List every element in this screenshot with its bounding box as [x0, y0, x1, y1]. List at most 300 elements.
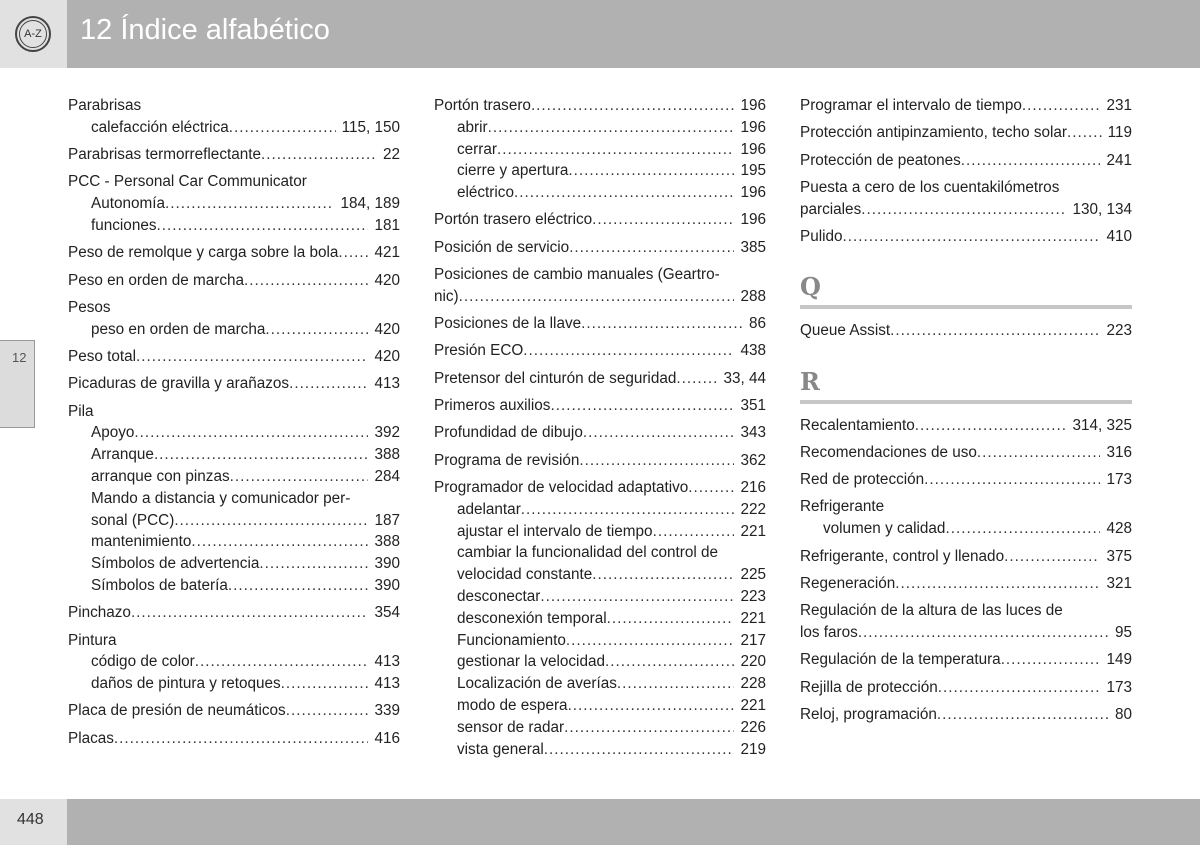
index-entry — [68, 346, 400, 373]
index-subentry-line — [68, 117, 400, 139]
page-reference-link[interactable]: 241 — [1106, 151, 1132, 169]
page-reference-link[interactable]: 392 — [374, 424, 400, 442]
page-reference-link[interactable]: 420 — [374, 271, 400, 289]
dot-leader — [195, 651, 369, 673]
page-reference-link[interactable]: 222 — [740, 500, 766, 518]
index-term: Pretensor del cinturón de seguridad — [434, 369, 677, 387]
page-reference-link[interactable]: 217 — [740, 631, 766, 649]
index-entry — [800, 469, 1132, 496]
dot-leader — [937, 704, 1109, 726]
page-reference-link[interactable]: 115, 150 — [341, 118, 400, 136]
dot-leader — [566, 630, 735, 652]
dot-leader — [653, 521, 735, 543]
index-entry-line — [434, 286, 766, 308]
page-reference-link[interactable]: 420 — [374, 347, 400, 365]
index-subentry-line — [68, 319, 400, 341]
page-reference-link[interactable]: 388 — [374, 446, 400, 464]
dot-leader — [114, 728, 369, 750]
page-reference-link[interactable]: 33, 44 — [723, 369, 766, 387]
dot-leader — [191, 531, 368, 553]
page-reference-link[interactable]: 149 — [1106, 651, 1132, 669]
page-reference-link[interactable]: 354 — [374, 604, 400, 622]
index-term: Portón trasero eléctrico — [434, 211, 593, 229]
index-term: Queue Assist — [800, 322, 891, 340]
index-term: Pintura — [68, 631, 117, 649]
index-subentry-line — [434, 586, 766, 608]
index-entry-line — [68, 373, 400, 395]
dot-leader — [592, 564, 734, 586]
dot-leader — [281, 673, 369, 695]
dot-leader — [579, 450, 734, 472]
index-term: Pila — [68, 402, 94, 420]
index-term: Puesta a cero de los cuentakilómetros — [800, 178, 1060, 196]
page-reference-link[interactable]: 225 — [740, 566, 766, 584]
index-term: cierre y apertura — [457, 162, 569, 180]
index-term: Reloj, programación — [800, 705, 937, 723]
index-subentry-line — [434, 717, 766, 739]
index-entry-line — [68, 270, 400, 292]
index-term: Posiciones de la llave — [434, 315, 582, 333]
index-subentry-line — [434, 117, 766, 139]
dot-leader — [229, 117, 336, 139]
index-entry-line — [68, 346, 400, 368]
page-reference-link[interactable]: 221 — [740, 522, 766, 540]
index-term: Posiciones de cambio manuales (Geartro- — [434, 266, 720, 284]
index-term: desconexión temporal — [457, 609, 607, 627]
page-reference-link[interactable]: 80 — [1114, 705, 1132, 723]
dot-leader — [550, 395, 734, 417]
index-subentry-line — [68, 422, 400, 444]
page-reference-link[interactable]: 216 — [740, 478, 766, 496]
index-term: Red de protección — [800, 471, 925, 489]
index-entry — [800, 496, 1132, 545]
index-term: velocidad constante — [457, 566, 593, 584]
index-column-1 — [68, 95, 400, 755]
index-entry-line — [800, 704, 1132, 726]
index-entry-line — [68, 630, 400, 652]
index-entry — [800, 442, 1132, 469]
dot-leader — [583, 422, 735, 444]
index-entry-line — [800, 177, 1132, 199]
index-term: Autonomía — [91, 195, 165, 213]
index-term: mantenimiento — [91, 533, 192, 551]
page-reference-link[interactable]: 438 — [740, 342, 766, 360]
index-entry-line — [800, 600, 1132, 622]
index-entry — [800, 95, 1132, 122]
index-entry-line — [800, 649, 1132, 671]
index-entry — [68, 95, 400, 144]
index-subentry-line — [68, 466, 400, 488]
dot-leader — [564, 717, 734, 739]
page-reference-link[interactable]: 119 — [1107, 124, 1132, 142]
index-entry — [434, 264, 766, 313]
page-reference-link[interactable]: 195 — [740, 162, 766, 180]
page-reference-link[interactable]: 416 — [374, 729, 400, 747]
page-reference-link[interactable]: 288 — [740, 287, 766, 305]
index-term: Regulación de la temperatura — [800, 651, 1001, 669]
index-entry-line — [800, 469, 1132, 491]
index-term: abrir — [457, 118, 488, 136]
index-term: Posición de servicio — [434, 238, 570, 256]
page-reference-link[interactable]: 219 — [740, 740, 766, 758]
index-term: Peso de remolque y carga sobre la bola — [68, 244, 339, 262]
index-entry-line — [434, 395, 766, 417]
index-entry-line — [434, 313, 766, 335]
index-term: Regulación de la altura de las luces de — [800, 602, 1063, 620]
page-reference-link[interactable]: 231 — [1106, 97, 1132, 114]
index-subentry-line — [68, 444, 400, 466]
page-reference-link[interactable]: 413 — [374, 675, 400, 693]
page-reference-link[interactable]: 228 — [740, 675, 766, 693]
page-reference-link[interactable]: 390 — [374, 576, 400, 594]
index-term: gestionar la velocidad — [457, 653, 605, 671]
index-entry — [434, 313, 766, 340]
section-letter: R — [800, 366, 820, 396]
index-entry — [800, 649, 1132, 676]
index-term: Parabrisas termorreflectante — [68, 146, 261, 164]
dot-leader — [230, 466, 369, 488]
page-reference-link[interactable]: 413 — [374, 653, 400, 671]
index-term: Símbolos de advertencia — [91, 555, 260, 573]
index-term: daños de pintura y retoques — [91, 675, 281, 693]
index-subentry-line — [434, 160, 766, 182]
page-reference-link[interactable]: 390 — [374, 555, 400, 573]
index-term: Mando a distancia y comunicador per- — [91, 489, 351, 507]
page-reference-link[interactable]: 388 — [374, 533, 400, 551]
index-entry-line — [800, 320, 1132, 342]
index-entry-line — [68, 401, 400, 423]
index-term: Placas — [68, 729, 114, 747]
index-term: Recalentamiento — [800, 416, 915, 434]
chapter-side-tab-label: 12 — [12, 350, 27, 365]
dot-leader — [244, 270, 368, 292]
page-reference-link[interactable]: 316 — [1106, 443, 1132, 461]
index-subentry-line — [434, 673, 766, 695]
index-subentry-line — [434, 630, 766, 652]
page-reference-link[interactable]: 130, 134 — [1072, 200, 1132, 218]
page-reference-link[interactable]: 413 — [374, 375, 400, 393]
index-entry-line — [800, 442, 1132, 464]
index-term: nic) — [434, 287, 459, 305]
index-entry — [800, 150, 1132, 177]
index-entry-line — [800, 573, 1132, 595]
index-term: Rejilla de protección — [800, 678, 938, 696]
index-subentry-line — [434, 542, 766, 564]
index-entry — [68, 270, 400, 297]
dot-leader — [568, 160, 734, 182]
dot-leader — [259, 553, 368, 575]
index-entry — [434, 209, 766, 236]
index-subentry-line — [68, 651, 400, 673]
dot-leader — [514, 182, 735, 204]
index-term: peso en orden de marcha — [91, 320, 266, 338]
index-term: Refrigerante, control y llenado — [800, 547, 1005, 565]
dot-leader — [156, 215, 368, 237]
index-entry — [434, 368, 766, 395]
page-reference-link[interactable]: 284 — [374, 467, 400, 485]
index-entry-line — [434, 450, 766, 472]
page-reference-link[interactable]: 410 — [1106, 227, 1132, 245]
index-entry — [434, 340, 766, 367]
index-entry — [800, 677, 1132, 704]
page-reference-link[interactable]: 223 — [740, 587, 766, 605]
index-column-3 — [800, 95, 1132, 731]
index-subentry-line — [68, 193, 400, 215]
index-term: Recomendaciones de uso — [800, 443, 977, 461]
index-entry-line — [434, 422, 766, 444]
page-reference-link[interactable]: 351 — [740, 397, 766, 415]
index-entry-line — [68, 144, 400, 166]
dot-leader — [261, 144, 377, 166]
section-letter-heading — [800, 273, 1132, 309]
index-entry — [800, 600, 1132, 649]
dot-leader — [540, 586, 734, 608]
index-entry — [68, 602, 400, 629]
index-subentry-line — [800, 518, 1132, 540]
index-subentry-line — [434, 564, 766, 586]
page-reference-link[interactable]: 314, 325 — [1072, 416, 1132, 434]
dot-leader — [523, 340, 734, 362]
index-term: Presión ECO — [434, 342, 524, 360]
page-reference-link[interactable]: 196 — [740, 211, 766, 229]
page-number: 448 — [17, 811, 44, 828]
index-column-2 — [434, 95, 766, 766]
page-reference-link[interactable]: 420 — [374, 320, 400, 338]
section-divider — [800, 400, 1132, 404]
page-reference-link[interactable]: 226 — [740, 718, 766, 736]
index-term: Programador de velocidad adaptativo — [434, 478, 689, 496]
section-divider — [800, 305, 1132, 309]
index-term: Protección de peatones — [800, 151, 961, 169]
index-entry-line — [800, 546, 1132, 568]
dot-leader — [617, 673, 735, 695]
index-entry — [68, 401, 400, 603]
dot-leader — [938, 677, 1101, 699]
dot-leader — [521, 499, 735, 521]
index-entry — [68, 373, 400, 400]
dot-leader — [154, 444, 369, 466]
index-entry — [800, 226, 1132, 253]
section-letter: Q — [800, 272, 821, 302]
dot-leader — [688, 477, 734, 499]
page-reference-link[interactable]: 221 — [740, 609, 766, 627]
index-term: Pulido — [800, 227, 843, 245]
page-reference-link[interactable]: 196 — [740, 118, 766, 136]
index-term: Parabrisas — [68, 97, 142, 114]
page-reference-link[interactable]: 196 — [740, 97, 766, 114]
index-entry-line — [800, 226, 1132, 248]
index-entry — [68, 630, 400, 701]
dot-leader — [531, 95, 735, 117]
a-z-index-icon-label: A-Z — [19, 20, 47, 48]
page-reference-link[interactable]: 221 — [740, 696, 766, 714]
page-reference-link[interactable]: 223 — [1106, 322, 1132, 340]
index-entry-line — [68, 171, 400, 193]
index-term: eléctrico — [457, 184, 514, 202]
index-entry — [800, 573, 1132, 600]
dot-leader — [858, 622, 1109, 644]
index-entry-line — [434, 340, 766, 362]
index-term: vista general — [457, 740, 544, 758]
page-reference-link[interactable]: 196 — [740, 184, 766, 202]
dot-leader — [228, 575, 369, 597]
page-title: 12 Índice alfabético — [80, 14, 330, 46]
index-term: cambiar la funcionalidad del control de — [457, 544, 719, 562]
dot-leader — [607, 608, 735, 630]
index-entry-line — [68, 700, 400, 722]
index-term: ajustar el intervalo de tiempo — [457, 522, 653, 540]
index-entry — [800, 122, 1132, 149]
index-entry-line — [434, 264, 766, 286]
index-term: Localización de averías — [457, 675, 617, 693]
page-reference-link[interactable]: 86 — [748, 315, 766, 333]
index-term: Profundidad de dibujo — [434, 424, 583, 442]
index-subentry-line — [68, 488, 400, 510]
index-term: Funcionamiento — [457, 631, 566, 649]
index-entry-line — [434, 237, 766, 259]
index-entry — [800, 415, 1132, 442]
index-entry-line — [800, 199, 1132, 221]
index-entry — [68, 700, 400, 727]
index-term: sonal (PCC) — [91, 511, 175, 529]
index-entry-line — [434, 477, 766, 499]
index-term: Placa de presión de neumáticos — [68, 702, 286, 720]
index-subentry-line — [434, 139, 766, 161]
page-reference-link[interactable]: 321 — [1106, 574, 1132, 592]
index-term: los faros — [800, 623, 858, 641]
index-term: funciones — [91, 216, 157, 234]
dot-leader — [286, 700, 369, 722]
index-entry — [434, 422, 766, 449]
page-reference-link[interactable]: 343 — [740, 424, 766, 442]
index-entry — [434, 395, 766, 422]
index-term: arranque con pinzas — [91, 467, 230, 485]
page-reference-link[interactable]: 173 — [1106, 678, 1132, 696]
index-term: Picaduras de gravilla y arañazos — [68, 375, 290, 393]
dot-leader — [488, 117, 735, 139]
index-entry-line — [434, 368, 766, 390]
dot-leader — [265, 319, 368, 341]
index-term: Peso total — [68, 347, 137, 365]
index-term: volumen y calidad — [823, 520, 946, 538]
page-reference-link[interactable]: 220 — [740, 653, 766, 671]
page-reference-link[interactable]: 385 — [740, 238, 766, 256]
index-term: Portón trasero — [434, 97, 531, 114]
index-term: Pinchazo — [68, 604, 131, 622]
page-reference-link[interactable]: 375 — [1106, 547, 1132, 565]
dot-leader — [961, 150, 1101, 172]
index-entry — [68, 144, 400, 171]
index-entry-line — [68, 728, 400, 750]
dot-leader — [592, 209, 734, 231]
index-entry-line — [800, 415, 1132, 437]
page-reference-link[interactable]: 339 — [374, 702, 400, 720]
dot-leader — [1001, 649, 1101, 671]
page-reference-link[interactable]: 173 — [1106, 471, 1132, 489]
index-entry-line — [800, 622, 1132, 644]
dot-leader — [924, 469, 1100, 491]
page-reference-link[interactable]: 181 — [374, 216, 400, 234]
index-subentry-line — [68, 215, 400, 237]
index-subentry-line — [434, 182, 766, 204]
index-subentry-line — [434, 608, 766, 630]
index-term: Protección antipinzamiento, techo solar — [800, 124, 1067, 142]
index-subentry-line — [434, 695, 766, 717]
dot-leader — [977, 442, 1101, 464]
index-entry-line — [68, 95, 400, 117]
index-term: desconectar — [457, 587, 541, 605]
dot-leader — [945, 518, 1100, 540]
dot-leader — [338, 242, 368, 264]
index-term: código de color — [91, 653, 195, 671]
dot-leader — [1004, 546, 1100, 568]
dot-leader — [165, 193, 334, 215]
index-term: Pesos — [68, 298, 111, 316]
page-reference-link[interactable]: 428 — [1106, 520, 1132, 538]
index-term: Primeros auxilios — [434, 397, 551, 415]
index-term: Peso en orden de marcha — [68, 271, 245, 289]
index-entry — [68, 728, 400, 755]
page-reference-link[interactable]: 184, 189 — [340, 195, 400, 213]
index-entry — [800, 704, 1132, 731]
page-reference-link[interactable]: 196 — [740, 140, 766, 158]
index-entry-line — [68, 602, 400, 624]
dot-leader — [174, 510, 368, 532]
index-term: Símbolos de batería — [91, 576, 228, 594]
index-entry-line — [434, 95, 766, 117]
index-subentry-line — [68, 510, 400, 532]
a-z-index-icon — [15, 16, 51, 52]
index-subentry-line — [68, 673, 400, 695]
section-letter-heading — [800, 368, 1132, 404]
page-reference-link[interactable]: 362 — [740, 451, 766, 469]
page-reference-link[interactable]: 22 — [382, 146, 400, 164]
index-entry-line — [434, 209, 766, 231]
dot-leader — [569, 237, 734, 259]
dot-leader — [1067, 122, 1102, 144]
dot-leader — [1022, 95, 1101, 117]
index-term: Refrigerante — [800, 498, 885, 516]
index-term: Programar el intervalo de tiempo — [800, 97, 1022, 114]
index-entry-line — [800, 95, 1132, 117]
index-term: modo de espera — [457, 696, 568, 714]
index-entry — [800, 177, 1132, 226]
index-subentry-line — [68, 553, 400, 575]
index-entry — [434, 95, 766, 209]
dot-leader — [861, 199, 1066, 221]
page-reference-link[interactable]: 95 — [1114, 623, 1132, 641]
index-subentry-line — [434, 521, 766, 543]
index-entry-line — [800, 677, 1132, 699]
index-entry-line — [800, 150, 1132, 172]
dot-leader — [131, 602, 369, 624]
page-reference-link[interactable]: 421 — [374, 244, 400, 262]
index-subentry-line — [68, 531, 400, 553]
index-subentry-line — [434, 739, 766, 761]
index-entry — [434, 450, 766, 477]
index-entry-line — [800, 496, 1132, 518]
index-entry — [800, 320, 1132, 347]
dot-leader — [289, 373, 368, 395]
dot-leader — [568, 695, 735, 717]
page-reference-link[interactable]: 187 — [374, 511, 400, 529]
index-term: adelantar — [457, 500, 521, 518]
dot-leader — [581, 313, 743, 335]
dot-leader — [676, 368, 717, 390]
index-entry-line — [68, 297, 400, 319]
dot-leader — [605, 651, 735, 673]
index-term: cerrar — [457, 140, 497, 158]
